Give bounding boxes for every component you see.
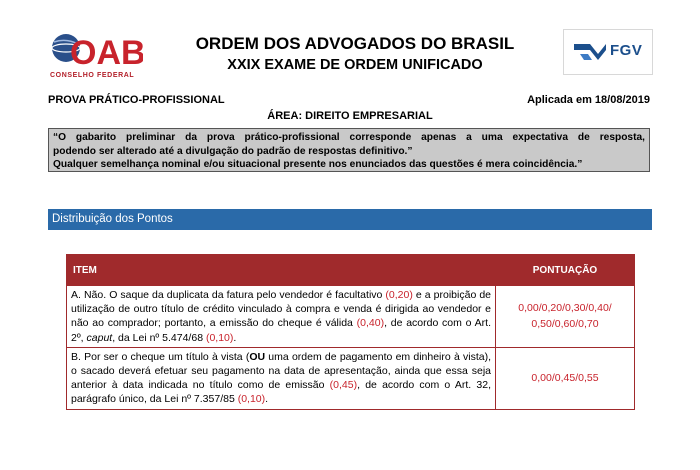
disclaimer-box [48,128,650,172]
table-row [67,286,635,348]
item-a-text: A. Não. O saque da duplicata da fatura pelo vendedor é facultativo (0,20) e a proibição de utilização de outro título de crédito vinculado à compra e venda é dirigida ao vendedor e não ao comprador; portanto, a emissão do cheque é válida (0,40), de acordo com o Art. 2º, caput, da Lei nº 5.474/68 (0,10). [67,286,496,348]
applied-date: Aplicada em 18/08/2019 [527,94,650,106]
fgv-logo [563,29,653,75]
item-a-score: 0,00/0,20/0,30/0,40/ 0,50/0,60/0,70 [496,286,635,348]
disclaimer-line-2: podendo ser alterado até a divulgação do padrão de respostas definitivo.” [53,145,413,157]
item-b-score: 0,00/0,45/0,55 [496,347,635,409]
column-header-item: ITEM [67,255,496,286]
fgv-logo-text: FGV [610,42,643,59]
page-subtitle: XXIX EXAME DE ORDEM UNIFICADO [227,57,483,73]
table-header-row [67,255,635,286]
page-title: ORDEM DOS ADVOGADOS DO BRASIL [195,34,515,53]
grading-table [66,254,635,410]
disclaimer-line-3: Qualquer semelhança nominal e/ou situacional presente nos enunciados das questões é mera coincidência.” [53,159,583,170]
disclaimer-line-1: “O gabarito preliminar da prova prático-profissional corresponde apenas a uma expectativa de resposta, [53,132,645,143]
section-header: Distribuição dos Pontos [48,209,652,230]
item-b-text: B. Por ser o cheque um título à vista (OU uma ordem de pagamento em dinheiro à vista), o sacado deverá efetuar seu pagamento na data de apresentação, ainda que essa seja anterior à data indicada no título como de emissão (0,45), de acordo com o Art. 32, parágrafo único, da Lei nº 7.357/85 (0,10). [67,347,496,409]
exam-area: ÁREA: DIREITO EMPRESARIAL [267,110,433,122]
oab-caption: CONSELHO FEDERAL [50,72,135,79]
table-row [67,347,635,409]
exam-type: PROVA PRÁTICO-PROFISSIONAL [48,94,225,106]
column-header-score: PONTUAÇÃO [496,255,635,286]
oab-logo-letters: OAB [70,34,143,72]
fgv-mark-icon [570,32,610,72]
